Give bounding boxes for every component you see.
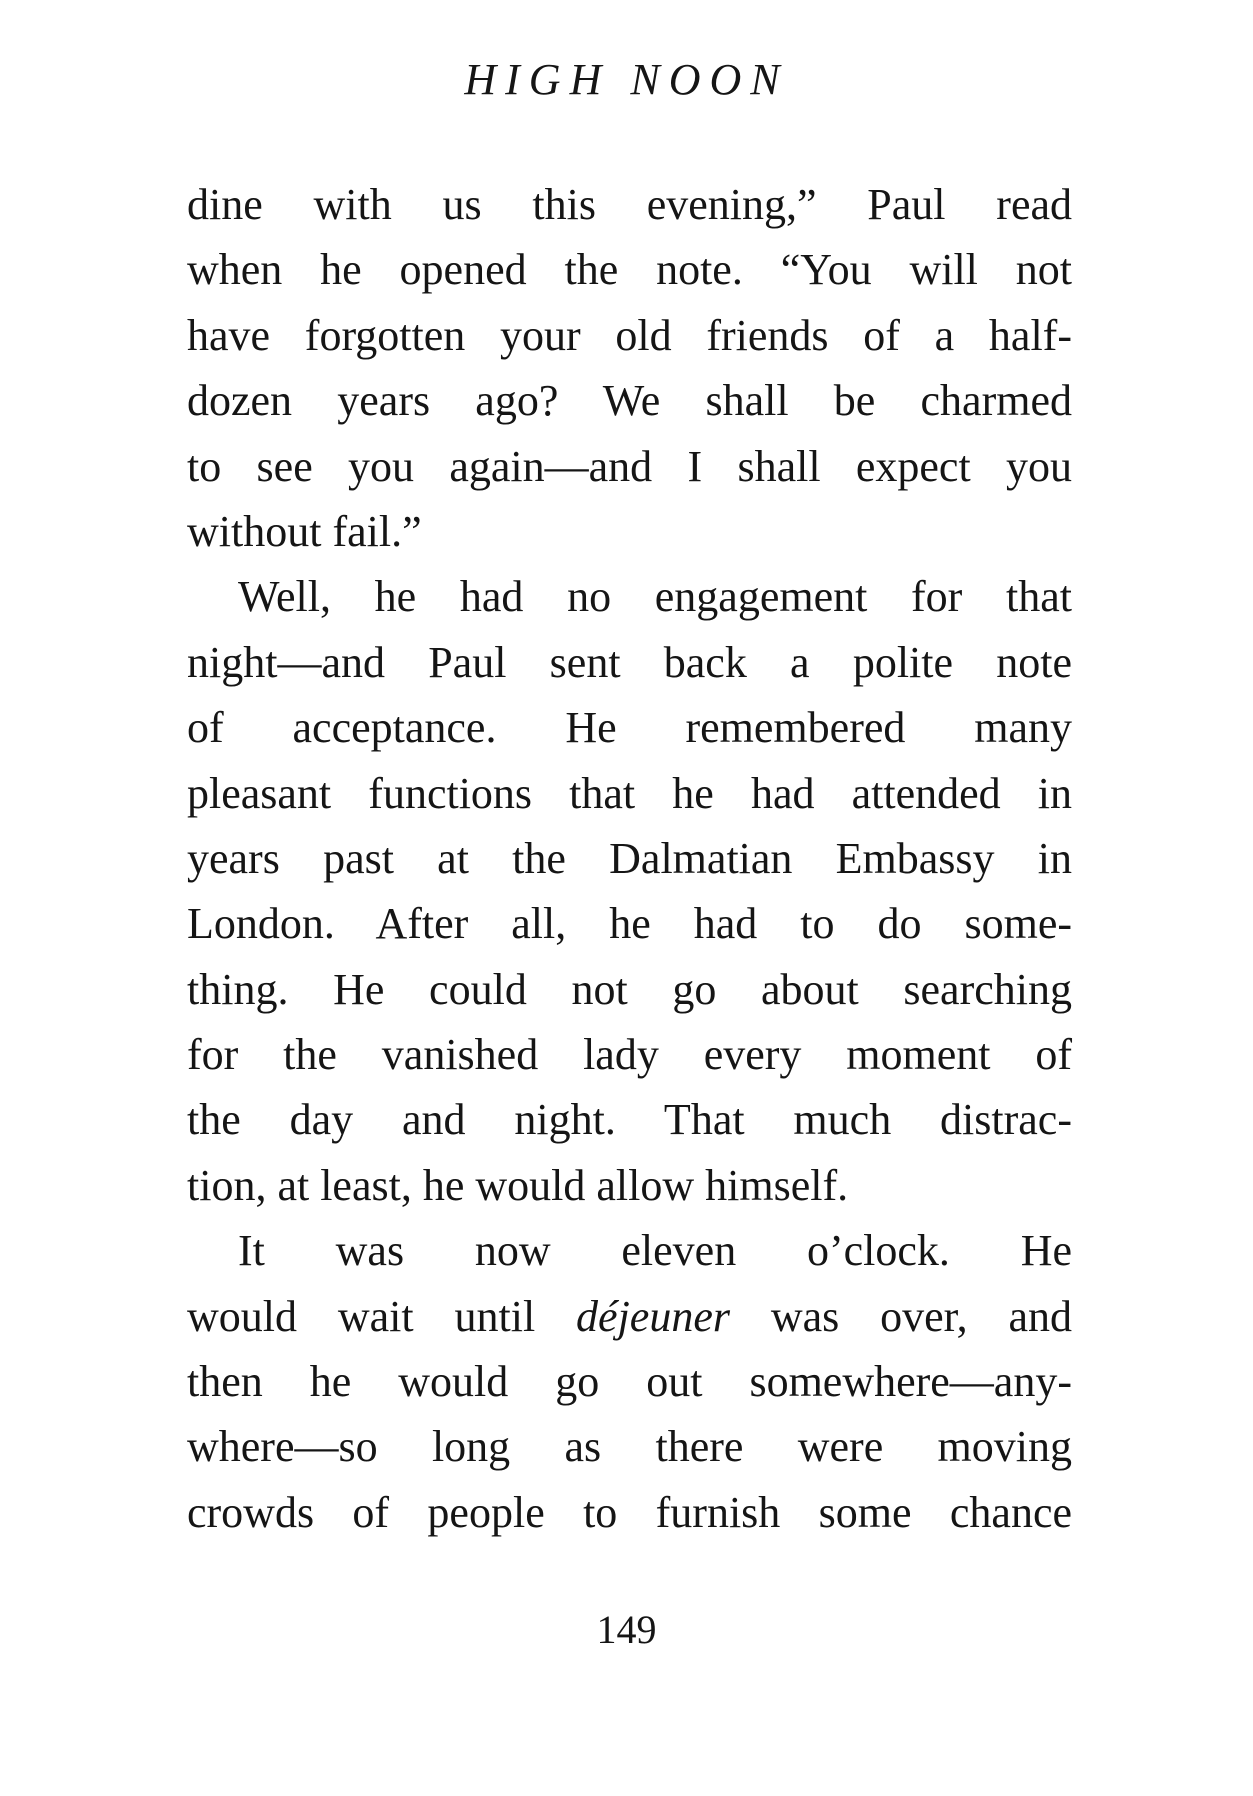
text-line: have forgotten your old friends of a half-: [187, 310, 1072, 360]
text-line: crowds of people to furnish some chance: [187, 1487, 1072, 1537]
text-line: [187, 1284, 1072, 1349]
text-line: the day and night. That much distrac-: [187, 1095, 1072, 1145]
italic-word: déjeuner: [576, 1291, 730, 1341]
text-line: dine with us this evening,” Paul read: [187, 180, 1072, 229]
body-text: [187, 172, 1072, 1545]
text-run: would wait until: [187, 1291, 577, 1341]
text-line: thing. He could not go about searching: [187, 964, 1072, 1014]
text-line: then he would go out somewhere—any-: [187, 1357, 1072, 1407]
text-line: for the vanished lady every moment of: [187, 1030, 1072, 1080]
text-line: years past at the Dalmatian Embassy in: [187, 833, 1072, 883]
text-line: to see you again—and I shall expect you: [187, 441, 1072, 491]
text-line: of acceptance. He remembered many: [187, 703, 1072, 753]
running-head: HIGH NOON: [464, 55, 789, 104]
text-line: Well, he had no engagement for that: [238, 572, 1072, 622]
text-line: pleasant functions that he had attended in: [187, 768, 1072, 818]
text-line: dozen years ago? We shall be charmed: [187, 376, 1072, 426]
text-line: tion, at least, he would allow himself.: [187, 1160, 849, 1210]
page-number: 149: [596, 1607, 657, 1652]
text-line: London. After all, he had to do some-: [187, 899, 1072, 949]
text-line: without fail.”: [187, 506, 422, 556]
text-run: was over, and: [729, 1291, 1072, 1341]
text-line: It was now eleven o’clock. He: [238, 1226, 1072, 1276]
text-line: where—so long as there were moving: [187, 1422, 1072, 1472]
text-line: night—and Paul sent back a polite note: [187, 637, 1072, 687]
text-line: when he opened the note. “You will not: [187, 245, 1072, 295]
